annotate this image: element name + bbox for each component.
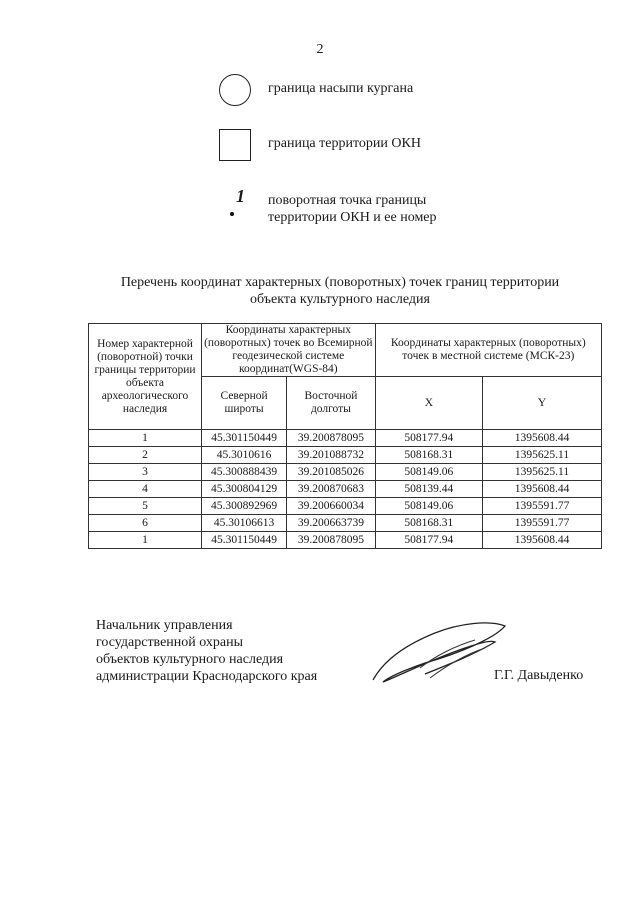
header-east-longitude: Восточной долготы <box>287 377 375 430</box>
longitude-cell: 39.200870683 <box>287 481 375 498</box>
x-cell: 508139.44 <box>375 481 482 498</box>
x-cell: 508168.31 <box>375 515 482 532</box>
handwritten-signature <box>365 618 515 693</box>
table-row <box>89 430 602 447</box>
x-cell: 508177.94 <box>375 532 482 549</box>
point-number-cell: 3 <box>89 464 202 481</box>
header-y: Y <box>483 377 602 430</box>
y-cell: 1395608.44 <box>483 481 602 498</box>
point-dot-icon <box>230 212 234 216</box>
legend-turning-point <box>268 192 437 226</box>
point-number-cell: 1 <box>89 430 202 447</box>
table-row <box>89 515 602 532</box>
y-cell: 1395591.77 <box>483 498 602 515</box>
x-cell: 508177.94 <box>375 430 482 447</box>
position-line4: администрации Краснодарского края <box>96 669 318 684</box>
legend-mound-boundary: граница насыпи кургана <box>268 81 414 96</box>
signer-name: Г.Г. Давыденко <box>494 668 584 683</box>
header-point-number: Номер характерной (поворотной) точки границы территории объекта археологического наследия <box>89 324 202 430</box>
longitude-cell: 39.200878095 <box>287 532 375 549</box>
x-cell: 508168.31 <box>375 447 482 464</box>
legend-turning-point-line1: поворотная точка границы <box>268 193 427 208</box>
point-number-cell: 1 <box>89 532 202 549</box>
longitude-cell: 39.201088732 <box>287 447 375 464</box>
coordinates-table <box>88 323 602 549</box>
y-cell: 1395608.44 <box>483 532 602 549</box>
legend-turning-point-line2: территории ОКН и ее номер <box>268 210 437 225</box>
latitude-cell: 45.3010616 <box>202 447 287 464</box>
point-number-cell: 4 <box>89 481 202 498</box>
latitude-cell: 45.300888439 <box>202 464 287 481</box>
point-number-cell: 5 <box>89 498 202 515</box>
header-x: X <box>375 377 482 430</box>
x-cell: 508149.06 <box>375 464 482 481</box>
latitude-cell: 45.300804129 <box>202 481 287 498</box>
y-cell: 1395608.44 <box>483 430 602 447</box>
x-cell: 508149.06 <box>375 498 482 515</box>
longitude-cell: 39.200878095 <box>287 430 375 447</box>
legend-okn-boundary: граница территории ОКН <box>268 136 421 151</box>
position-line2: государственной охраны <box>96 635 244 650</box>
point-number-cell: 2 <box>89 447 202 464</box>
position-line1: Начальник управления <box>96 618 233 633</box>
square-legend-icon <box>219 129 251 161</box>
table-row <box>89 481 602 498</box>
signature-block <box>96 617 317 685</box>
turning-point-legend-icon <box>224 186 254 222</box>
longitude-cell: 39.200660034 <box>287 498 375 515</box>
latitude-cell: 45.300892969 <box>202 498 287 515</box>
header-wgs84: Координаты характерных (поворотных) точек во Всемирной геодезической системе координат(WGS-84) <box>202 324 376 377</box>
circle-legend-icon <box>219 74 251 106</box>
coordinates-table-body <box>89 430 602 549</box>
longitude-cell: 39.201085026 <box>287 464 375 481</box>
longitude-cell: 39.200663739 <box>287 515 375 532</box>
page-number: 2 <box>316 42 324 57</box>
caption-line2: объекта культурного наследия <box>250 292 430 307</box>
latitude-cell: 45.301150449 <box>202 430 287 447</box>
table-caption <box>60 274 620 308</box>
table-row <box>89 464 602 481</box>
table-row <box>89 532 602 549</box>
position-line3: объектов культурного наследия <box>96 652 284 667</box>
y-cell: 1395625.11 <box>483 464 602 481</box>
point-number: 1 <box>236 186 245 206</box>
caption-line1: Перечень координат характерных (поворотных) точек границ территории <box>120 275 560 290</box>
y-cell: 1395625.11 <box>483 447 602 464</box>
y-cell: 1395591.77 <box>483 515 602 532</box>
point-number-cell: 6 <box>89 515 202 532</box>
latitude-cell: 45.301150449 <box>202 532 287 549</box>
table-row <box>89 498 602 515</box>
table-row <box>89 447 602 464</box>
header-north-latitude: Северной широты <box>202 377 287 430</box>
header-msk23: Координаты характерных (поворотных) точек в местной системе (МСК-23) <box>375 324 601 377</box>
latitude-cell: 45.30106613 <box>202 515 287 532</box>
